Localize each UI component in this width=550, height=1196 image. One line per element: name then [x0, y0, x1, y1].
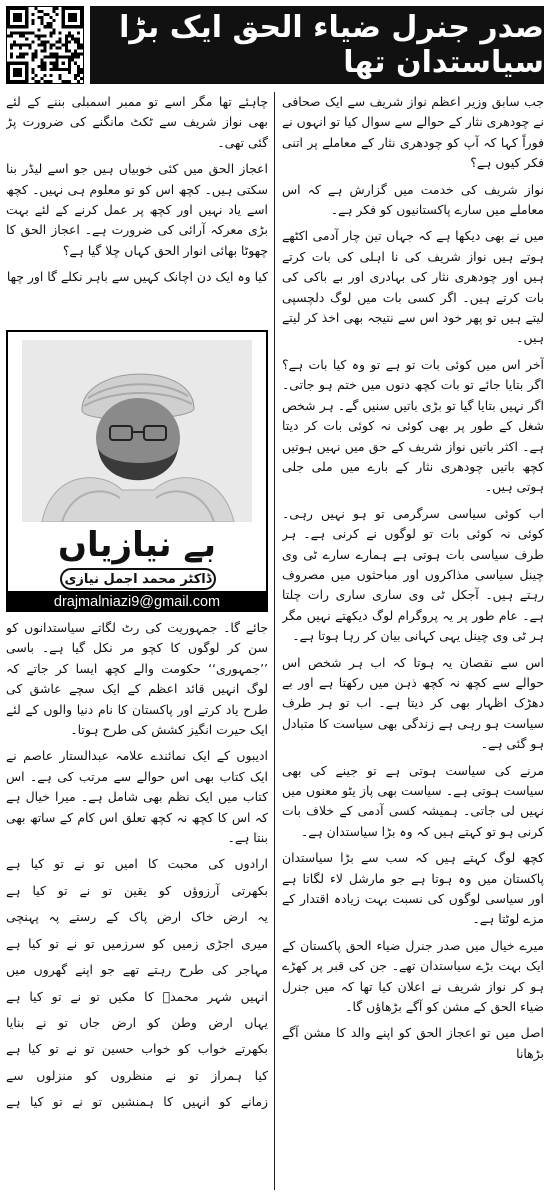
poem: [6, 854, 268, 1112]
poem-line: ارادوں کی محبت کا امیں تو نے تو کیا ہے: [6, 856, 268, 872]
poem-line: انہیں شہر محمدؐ کا مکیں تو نے تو کیا ہے: [6, 988, 268, 1004]
article-column-right: [282, 92, 544, 1190]
paragraph: اس سے نقصان یہ ہوتا کہ اب ہر شخص اس حوالے سے کچھ نہ کچھ ذہن میں رکھتا ہے اور بے دھڑک اظہار بھی کر دیتا ہے۔ اب تو ہر طرف سیاست ہو رہی ہے زندگی بھی سیاست کا متبادل ہو گئی ہے۔: [282, 654, 544, 752]
author-portrait: [22, 340, 252, 522]
column-divider: [274, 92, 275, 1190]
paragraph: اصل میں تو اعجاز الحق کو اپنے والد کا مشن آگے بڑھانا: [282, 1025, 544, 1061]
poem-line: یہاں ارض وطن کو ارض جاں تو نے بنایا: [6, 1014, 268, 1030]
paragraph: اعجاز الحق میں کئی خوبیاں ہیں جو اسے لیڈر بنا سکتی ہیں۔ کچھ اس کو تو معلوم ہی نہیں۔ کچھ اسے یاد نہیں اور کچھ پر عمل کرنے کے لئے بہت بڑی معرکہ آرائی کی ضرورت ہے۔ اعجاز الحق کا چھوٹا بھائی انوار الحق کہاں چلا گیا ہے؟: [6, 161, 268, 258]
qr-code-icon: [6, 6, 84, 84]
poem-line: بکھرتے خواب کو خواب حسین تو نے تو کیا ہے: [6, 1041, 268, 1057]
paragraph: ادیبوں کے ایک نمائندے علامہ عبدالستار عاصم نے ایک کتاب بھی اس حوالے سے مرتب کی ہے۔ اس کتاب میں ایک نظم بھی شامل ہے۔ میرا خیال ہے کہ اس کا کچھ نہ کچھ تعلق اس کام کے ساتھ بھی بنتا ہے۔: [6, 748, 268, 846]
poem-line: میری اجڑی زمیں کو سرزمیں تو نے تو کیا ہے: [6, 935, 268, 951]
poem-line: کیا ہمراز تو نے منظروں کو منزلوں سے: [6, 1067, 268, 1083]
poem-line: یہ ارض خاک ارض پاک کے رستے پہ پہنچی: [6, 909, 268, 925]
columnist-byline-box: [6, 330, 268, 612]
author-portrait-icon: [22, 340, 252, 522]
paragraph: نواز شریف کی خدمت میں گزارش ہے کہ اس معاملے میں سارے پاکستانیوں کو فکر ہے۔: [282, 181, 544, 218]
paragraph: میرے خیال میں صدر جنرل ضیاء الحق پاکستان کے ایک بہت بڑے سیاستدان تھے۔ جن کی قبر پر کھڑے ہو کر نواز شریف نے اعلان کیا تھا کہ میں جنرل ضیاء الحق کے مشن کو آگے بڑھاؤں گا۔: [282, 937, 544, 1015]
article-column-left-top: [6, 92, 268, 326]
paragraph: میں نے بھی دیکھا ہے کہ جہاں تین چار آدمی اکٹھے ہوتے ہیں نواز شریف کی نا اہلی کی بات کرتے ہیں اور چودھری نثار کی بہادری اور بے باکی کی بات کرتے ہیں۔ اگر کسی بات میں لوگ دلچسپی لیتے ہیں تو پھر خود اس سے نتیجہ بھی اخذ کر لیتے ہیں۔: [282, 228, 544, 346]
headline: [90, 6, 544, 84]
poem-line: مہاجر کی طرح رہتے تھے جو اپنے گھروں میں: [6, 962, 268, 978]
paragraph: مرنے کی سیاست ہوتی ہے تو جینے کی بھی سیاست ہوتی ہے۔ سیاست بھی پاز یٹو معنوں میں نہیں لی جاتی۔ ہمیشہ کسی آدمی کے خلاف بات کرنی ہو تو کہتے ہیں کہ وہ بڑا سیاستدان ہے۔: [282, 762, 544, 839]
article-column-left-bottom: [6, 618, 268, 1190]
author-email: drajmalniazi9@gmail.com: [8, 591, 266, 612]
paragraph: کچھ لوگ کہتے ہیں کہ سب سے بڑا سیاستدان پاکستان میں وہ ہوتا ہے جو مارشل لاء لگاتا ہے اور سیاسی لوگوں کی نسبت بہت زیادہ اقتدار کے مزے لوٹتا ہے۔: [282, 850, 544, 927]
column-title: بے نیازیاں: [57, 524, 217, 565]
qr-code-graphic: [7, 7, 83, 83]
paragraph: جب سابق وزیر اعظم نواز شریف سے ایک صحافی نے چودھری نثار کے حوالے سے سوال کیا تو انہوں نے فوراً کہا کہ آپ کو چودھری نثار کے معاملے پر اتنی فکر کیوں ہے؟: [282, 94, 544, 171]
poem-line: زمانے کو انہیں کا ہمنشیں تو نے تو کیا ہے: [6, 1094, 268, 1110]
paragraph: آخر اس میں کوئی بات تو ہے تو وہ کیا بات ہے؟ اگر بتایا جائے تو بات کچھ دنوں میں ختم ہو جاتی۔ اگر نہیں بتایا گیا تو بڑی باتیں سنیں گے۔ ہر شخص شغل کے طور پر بھی کوئی نہ کوئی بات کر دیتا ہے۔ اکثر باتیں نواز شریف کے حق میں نہیں ہوتیں کچھ باتیں چودھری نثار کے بارے میں ملی جلی ہوتی ہیں۔: [282, 356, 544, 495]
paragraph: جائے گا۔ جمہوریت کی رٹ لگاتے سیاستدانوں کو سن کر لوگوں کا کچو مر نکل گیا ہے۔ باسی ’’جمہوری‘‘ حکومت والے کچھ ایسا کر جاتے کہ لوگ انہیں قائد اعظم کے ایک سچے عاشق کی طرح یاد کرتے اور پاکستان کا نام دنیا والوں کے لئے ایک حیرت انگیز کشش کی طرح ہوتا۔: [6, 620, 268, 738]
headline-text: صدر جنرل ضیاء الحق ایک بڑا سیاستدان تھا: [119, 10, 544, 80]
author-name-badge: ڈاکٹر محمد اجمل نیازی: [60, 568, 216, 590]
paragraph: چاہئے تھا مگر اسے تو ممبر اسمبلی بننے کے لئے بھی نواز شریف سے ٹکٹ مانگنے کی ضرورت پڑ گئی تھی۔: [6, 94, 268, 150]
poem-line: بکھرتی آرزوؤں کو یقین تو نے تو کیا ہے: [6, 882, 268, 898]
paragraph: اب کوئی سیاسی سرگرمی تو ہو نہیں رہی۔ کوئی نہ کوئی بات تو لوگوں نے کرنی ہے۔ ہر طرف سیاسی بات ہوتی ہے ہمارے سارے ٹی وی چینل سیاسی مذاکروں اور مباحثوں میں مصروف رہتے ہیں۔ آجکل ٹی وی ساری ساری رات چلتا ہے۔ عام طور پر یہ پروگرام لوگ دیکھتے نہیں مگر ہر ٹی وی چینل یہی کہانی بیان کر رہا ہوتا ہے۔: [282, 505, 544, 644]
paragraph: کیا وہ ایک دن اچانک کہیں سے باہر نکلے گا اور چھا: [6, 269, 268, 285]
